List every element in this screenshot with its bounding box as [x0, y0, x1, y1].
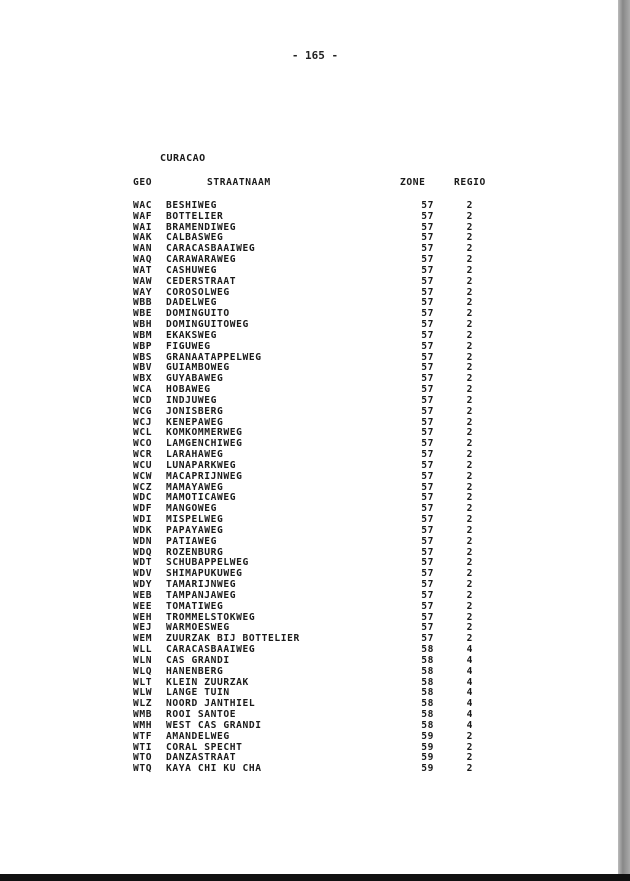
table-row — [0, 200, 618, 211]
regio: 4 — [466, 654, 473, 666]
street-name: LUNAPARKWEG — [166, 459, 237, 471]
street-name: TOMATIWEG — [166, 600, 224, 612]
geo-code: WAN — [133, 243, 153, 255]
zone: 59 — [421, 741, 434, 753]
street-name: DOMINGUITO — [166, 308, 230, 320]
table-row — [0, 308, 618, 319]
zone: 57 — [421, 275, 434, 287]
geo-code: WCR — [133, 449, 153, 461]
zone: 57 — [421, 524, 434, 536]
geo-code: WAI — [133, 221, 153, 233]
geo-code: WTO — [133, 752, 153, 764]
regio: 2 — [466, 622, 473, 634]
zone: 57 — [421, 622, 434, 634]
street-name: DADELWEG — [166, 297, 218, 309]
geo-code: WEB — [133, 589, 153, 601]
regio: 2 — [466, 210, 473, 222]
regio: 2 — [466, 254, 473, 266]
zone: 59 — [421, 752, 434, 764]
table-row — [0, 698, 618, 709]
zone: 57 — [421, 514, 434, 526]
regio: 2 — [466, 459, 473, 471]
table-row — [0, 406, 618, 417]
geo-code: WLL — [133, 644, 153, 656]
zone: 57 — [421, 286, 434, 298]
zone: 57 — [421, 340, 434, 352]
zone: 57 — [421, 373, 434, 385]
table-row — [0, 525, 618, 536]
regio: 4 — [466, 676, 473, 688]
table-row — [0, 612, 618, 623]
street-name: MACAPRIJNWEG — [166, 470, 243, 482]
table-row — [0, 352, 618, 363]
table-row — [0, 536, 618, 547]
regio: 2 — [466, 741, 473, 753]
zone: 58 — [421, 654, 434, 666]
geo-code: WMB — [133, 709, 153, 720]
regio: 2 — [466, 752, 473, 764]
table-row — [0, 232, 618, 243]
table-row — [0, 287, 618, 298]
header-zone: ZONE — [400, 177, 426, 188]
regio: 2 — [466, 362, 473, 374]
table-row — [0, 731, 618, 742]
table-row — [0, 222, 618, 233]
geo-code: WDF — [133, 503, 153, 515]
regio: 2 — [466, 351, 473, 363]
regio: 2 — [466, 503, 473, 515]
scan-page-edge-right — [618, 0, 630, 881]
zone: 57 — [421, 459, 434, 471]
zone: 58 — [421, 698, 434, 710]
regio: 4 — [466, 719, 473, 731]
zone: 57 — [421, 232, 434, 244]
geo-code: WAC — [133, 200, 153, 211]
regio: 2 — [466, 243, 473, 255]
zone: 57 — [421, 384, 434, 396]
regio: 2 — [466, 308, 473, 320]
table-row — [0, 427, 618, 438]
regio: 2 — [466, 611, 473, 623]
zone: 57 — [421, 405, 434, 417]
geo-code: WTQ — [133, 763, 153, 775]
regio: 2 — [466, 384, 473, 396]
zone: 57 — [421, 470, 434, 482]
geo-code: WEH — [133, 611, 153, 623]
regio: 2 — [466, 481, 473, 493]
street-name: CAS GRANDI — [166, 654, 230, 666]
zone: 57 — [421, 297, 434, 309]
street-name: CEDERSTRAAT — [166, 275, 237, 287]
geo-code: WLN — [133, 654, 153, 666]
zone: 57 — [421, 254, 434, 266]
zone: 59 — [421, 763, 434, 775]
street-name: TAMARIJNWEG — [166, 579, 237, 591]
street-name: GUIAMBOWEG — [166, 362, 230, 374]
street-name: BESHIWEG — [166, 200, 218, 211]
geo-code: WBV — [133, 362, 153, 374]
street-name: WEST CAS GRANDI — [166, 719, 262, 731]
regio: 2 — [466, 492, 473, 504]
zone: 57 — [421, 243, 434, 255]
table-row — [0, 373, 618, 384]
zone: 57 — [421, 492, 434, 504]
geo-code: WCU — [133, 459, 153, 471]
table-row — [0, 557, 618, 568]
street-name: NOORD JANTHIEL — [166, 698, 256, 710]
geo-code: WCJ — [133, 416, 153, 428]
regio: 2 — [466, 232, 473, 244]
street-name: PAPAYAWEG — [166, 524, 224, 536]
geo-code: WTI — [133, 741, 153, 753]
street-name: FIGUWEG — [166, 340, 211, 352]
regio: 2 — [466, 557, 473, 569]
regio: 2 — [466, 568, 473, 580]
table-row — [0, 687, 618, 698]
geo-code: WBE — [133, 308, 153, 320]
table-row — [0, 438, 618, 449]
table-row — [0, 265, 618, 276]
table-row — [0, 417, 618, 428]
zone: 57 — [421, 579, 434, 591]
geo-code: WDY — [133, 579, 153, 591]
regio: 2 — [466, 264, 473, 276]
regio: 4 — [466, 644, 473, 656]
regio: 2 — [466, 394, 473, 406]
table-row — [0, 644, 618, 655]
street-name: MISPELWEG — [166, 514, 224, 526]
table-row — [0, 720, 618, 731]
street-name: TROMMELSTOKWEG — [166, 611, 256, 623]
table-row — [0, 568, 618, 579]
regio: 2 — [466, 535, 473, 547]
street-name: KAYA CHI KU CHA — [166, 763, 262, 775]
regio: 2 — [466, 438, 473, 450]
table-row — [0, 362, 618, 373]
zone: 58 — [421, 687, 434, 699]
regio: 2 — [466, 633, 473, 645]
table-row — [0, 655, 618, 666]
zone: 57 — [421, 416, 434, 428]
zone: 57 — [421, 210, 434, 222]
table-row — [0, 742, 618, 753]
header-straatnaam: STRAATNAAM — [207, 177, 271, 188]
regio: 2 — [466, 275, 473, 287]
geo-code: WDC — [133, 492, 153, 504]
regio: 2 — [466, 730, 473, 742]
zone: 57 — [421, 427, 434, 439]
regio: 4 — [466, 698, 473, 710]
table-row — [0, 503, 618, 514]
street-name: SCHUBAPPELWEG — [166, 557, 249, 569]
table-row — [0, 395, 618, 406]
street-name: PATIAWEG — [166, 535, 218, 547]
zone: 58 — [421, 709, 434, 720]
regio: 2 — [466, 449, 473, 461]
zone: 57 — [421, 611, 434, 623]
header-geo: GEO — [133, 177, 153, 188]
regio: 2 — [466, 405, 473, 417]
street-name: LARAHAWEG — [166, 449, 224, 461]
geo-code: WDN — [133, 535, 153, 547]
regio: 2 — [466, 524, 473, 536]
regio: 2 — [466, 221, 473, 233]
table-row — [0, 666, 618, 677]
zone: 57 — [421, 535, 434, 547]
street-name: GUYABAWEG — [166, 373, 224, 385]
regio: 2 — [466, 297, 473, 309]
zone: 58 — [421, 676, 434, 688]
table-row — [0, 449, 618, 460]
zone: 57 — [421, 589, 434, 601]
regio: 2 — [466, 546, 473, 558]
street-name: KLEIN ZUURZAK — [166, 676, 249, 688]
table-row — [0, 547, 618, 558]
regio: 2 — [466, 514, 473, 526]
regio: 2 — [466, 589, 473, 601]
geo-code: WEE — [133, 600, 153, 612]
street-name: ZUURZAK BIJ BOTTELIER — [166, 633, 300, 645]
table-row — [0, 460, 618, 471]
geo-code: WBS — [133, 351, 153, 363]
street-name: BOTTELIER — [166, 210, 224, 222]
street-name: MAMAYAWEG — [166, 481, 224, 493]
street-name: KENEPAWEG — [166, 416, 224, 428]
regio: 2 — [466, 416, 473, 428]
geo-code: WCL — [133, 427, 153, 439]
geo-code: WBM — [133, 329, 153, 341]
regio: 2 — [466, 579, 473, 591]
geo-code: WTF — [133, 730, 153, 742]
table-header — [0, 177, 618, 188]
regio: 2 — [466, 470, 473, 482]
table-row — [0, 622, 618, 633]
table-row — [0, 471, 618, 482]
zone: 57 — [421, 264, 434, 276]
zone: 58 — [421, 665, 434, 677]
zone: 57 — [421, 503, 434, 515]
zone: 57 — [421, 319, 434, 331]
street-name: GRANAATAPPELWEG — [166, 351, 262, 363]
geo-code: WLW — [133, 687, 153, 699]
geo-code: WAT — [133, 264, 153, 276]
geo-code: WDI — [133, 514, 153, 526]
street-name: DANZASTRAAT — [166, 752, 237, 764]
table-row — [0, 601, 618, 612]
street-name: DOMINGUITOWEG — [166, 319, 249, 331]
table-row — [0, 633, 618, 644]
geo-code: WAF — [133, 210, 153, 222]
street-name: EKAKSWEG — [166, 329, 218, 341]
zone: 57 — [421, 449, 434, 461]
geo-code: WBP — [133, 340, 153, 352]
table-row — [0, 276, 618, 287]
zone: 57 — [421, 221, 434, 233]
table-row — [0, 514, 618, 525]
table-row — [0, 384, 618, 395]
zone: 57 — [421, 568, 434, 580]
zone: 57 — [421, 200, 434, 211]
table-row — [0, 482, 618, 493]
page-number: - 165 - — [291, 49, 339, 62]
geo-code: WAY — [133, 286, 153, 298]
street-name: ROOI SANTOE — [166, 709, 237, 720]
street-name: INDJUWEG — [166, 394, 218, 406]
geo-code: WCW — [133, 470, 153, 482]
street-name: TAMPANJAWEG — [166, 589, 237, 601]
geo-code: WCD — [133, 394, 153, 406]
geo-code: WCA — [133, 384, 153, 396]
street-name: SHIMAPUKUWEG — [166, 568, 243, 580]
zone: 59 — [421, 730, 434, 742]
regio: 4 — [466, 687, 473, 699]
zone: 58 — [421, 719, 434, 731]
geo-code: WEJ — [133, 622, 153, 634]
street-name: MANGOWEG — [166, 503, 218, 515]
table-row — [0, 763, 618, 774]
regio: 4 — [466, 665, 473, 677]
regio: 2 — [466, 329, 473, 341]
regio: 2 — [466, 286, 473, 298]
regio: 2 — [466, 600, 473, 612]
zone: 57 — [421, 308, 434, 320]
table-row — [0, 492, 618, 503]
street-name: BRAMENDIWEG — [166, 221, 237, 233]
zone: 58 — [421, 644, 434, 656]
table-row — [0, 211, 618, 222]
header-regio: REGIO — [454, 177, 486, 188]
regio: 2 — [466, 200, 473, 211]
geo-code: WBX — [133, 373, 153, 385]
table-row — [0, 590, 618, 601]
geo-code: WDQ — [133, 546, 153, 558]
street-name: CARACASBAAIWEG — [166, 644, 256, 656]
table-row — [0, 243, 618, 254]
geo-code: WLT — [133, 676, 153, 688]
table-row — [0, 752, 618, 763]
zone: 57 — [421, 633, 434, 645]
table-row — [0, 341, 618, 352]
zone: 57 — [421, 546, 434, 558]
table-row — [0, 677, 618, 688]
street-name: HOBAWEG — [166, 384, 211, 396]
regio: 2 — [466, 373, 473, 385]
street-name: CASHUWEG — [166, 264, 218, 276]
regio: 4 — [466, 709, 473, 720]
zone: 57 — [421, 438, 434, 450]
zone: 57 — [421, 362, 434, 374]
regio: 2 — [466, 763, 473, 775]
zone: 57 — [421, 481, 434, 493]
geo-code: WCG — [133, 405, 153, 417]
street-name: LAMGENCHIWEG — [166, 438, 243, 450]
geo-code: WDV — [133, 568, 153, 580]
geo-code: WDT — [133, 557, 153, 569]
geo-code: WEM — [133, 633, 153, 645]
street-name: COROSOLWEG — [166, 286, 230, 298]
street-name: LANGE TUIN — [166, 687, 230, 699]
street-name: JONISBERG — [166, 405, 224, 417]
table-row — [0, 319, 618, 330]
street-name: AMANDELWEG — [166, 730, 230, 742]
street-name: CARACASBAAIWEG — [166, 243, 256, 255]
regio: 2 — [466, 319, 473, 331]
table-row — [0, 297, 618, 308]
table-row — [0, 330, 618, 341]
geo-code: WCZ — [133, 481, 153, 493]
scan-page-edge-bottom — [0, 874, 630, 881]
geo-code: WDK — [133, 524, 153, 536]
street-name: CALBASWEG — [166, 232, 224, 244]
regio: 2 — [466, 427, 473, 439]
zone: 57 — [421, 600, 434, 612]
geo-code: WAQ — [133, 254, 153, 266]
street-name: CORAL SPECHT — [166, 741, 243, 753]
zone: 57 — [421, 394, 434, 406]
street-name: WARMOESWEG — [166, 622, 230, 634]
zone: 57 — [421, 329, 434, 341]
geo-code: WAK — [133, 232, 153, 244]
street-name: HANENBERG — [166, 665, 224, 677]
street-name: CARAWARAWEG — [166, 254, 237, 266]
geo-code: WLQ — [133, 665, 153, 677]
geo-code: WLZ — [133, 698, 153, 710]
street-name: ROZENBURG — [166, 546, 224, 558]
regio: 2 — [466, 340, 473, 352]
table-row — [0, 254, 618, 265]
table-row — [0, 579, 618, 590]
zone: 57 — [421, 351, 434, 363]
geo-code: WBB — [133, 297, 153, 309]
zone: 57 — [421, 557, 434, 569]
geo-code: WCO — [133, 438, 153, 450]
geo-code: WBH — [133, 319, 153, 331]
geo-code: WAW — [133, 275, 153, 287]
region-title: CURACAO — [160, 153, 206, 164]
street-name: MAMOTICAWEG — [166, 492, 237, 504]
table-row — [0, 709, 618, 720]
geo-code: WMH — [133, 719, 153, 731]
street-name: KOMKOMMERWEG — [166, 427, 243, 439]
